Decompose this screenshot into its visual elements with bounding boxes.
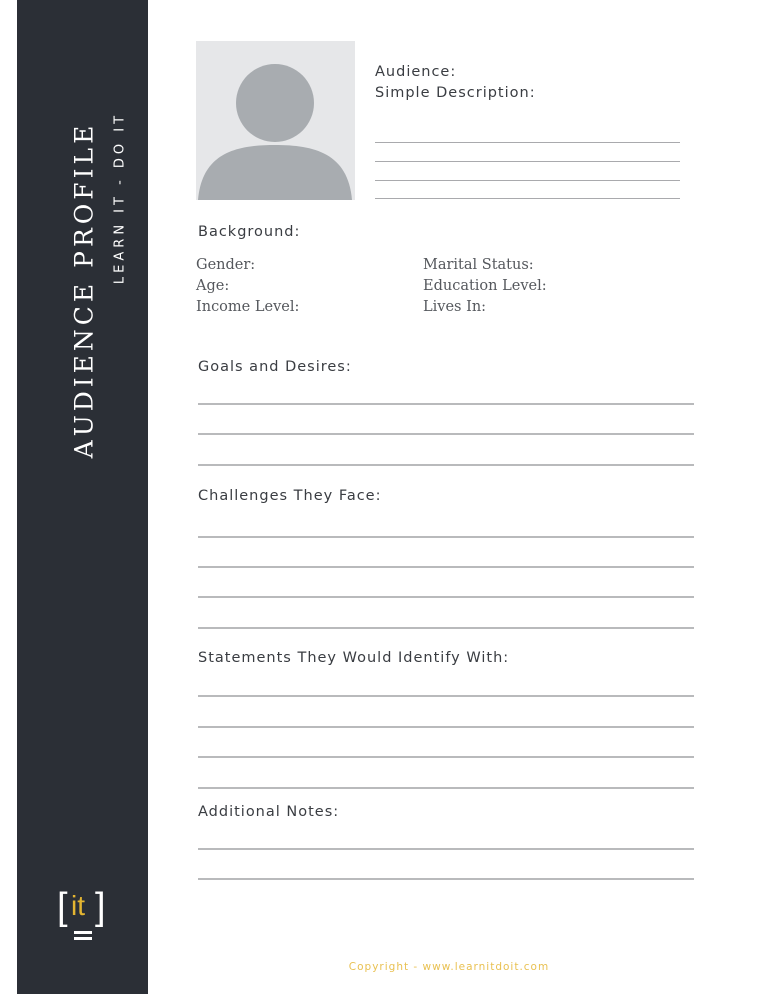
goals-line-2[interactable]	[198, 433, 694, 435]
sidebar-subtitle: LEARN IT - DO IT	[112, 111, 128, 285]
statements-line-3[interactable]	[198, 756, 694, 758]
sidebar-title: AUDIENCE PROFILE	[69, 121, 99, 459]
gender-field: Gender:	[196, 257, 256, 273]
income-level-field: Income Level:	[196, 299, 300, 315]
statements-line-1[interactable]	[198, 695, 694, 697]
simple-description-label: Simple Description:	[375, 85, 536, 101]
challenges-line-1[interactable]	[198, 536, 694, 538]
goals-line-1[interactable]	[198, 403, 694, 405]
description-line-1[interactable]	[375, 142, 680, 143]
background-heading: Background:	[198, 224, 301, 240]
education-level-field: Education Level:	[423, 278, 547, 294]
brand-logo	[57, 888, 117, 948]
logo-bar-top	[74, 931, 92, 934]
statements-heading: Statements They Would Identify With:	[198, 650, 510, 666]
goals-line-3[interactable]	[198, 464, 694, 466]
notes-line-1[interactable]	[198, 848, 694, 850]
statements-line-4[interactable]	[198, 787, 694, 789]
logo-bracket-left: [	[57, 886, 68, 928]
person-silhouette-icon	[196, 41, 355, 200]
profile-photo-placeholder[interactable]	[196, 41, 355, 200]
description-line-3[interactable]	[375, 180, 680, 181]
logo-bar-bottom	[74, 937, 92, 940]
sidebar	[17, 0, 148, 994]
logo-text: it	[71, 890, 85, 921]
notes-line-2[interactable]	[198, 878, 694, 880]
statements-line-2[interactable]	[198, 726, 694, 728]
goals-heading: Goals and Desires:	[198, 359, 352, 375]
logo-bracket-right: ]	[95, 886, 106, 928]
challenges-heading: Challenges They Face:	[198, 488, 382, 504]
description-line-4[interactable]	[375, 198, 680, 199]
copyright-text: Copyright - www.learnitdoit.com	[348, 961, 550, 973]
challenges-line-2[interactable]	[198, 566, 694, 568]
audience-label: Audience:	[375, 64, 457, 80]
description-line-2[interactable]	[375, 161, 680, 162]
challenges-line-4[interactable]	[198, 627, 694, 629]
challenges-line-3[interactable]	[198, 596, 694, 598]
lives-in-field: Lives In:	[423, 299, 487, 315]
marital-status-field: Marital Status:	[423, 257, 534, 273]
age-field: Age:	[196, 278, 230, 294]
notes-heading: Additional Notes:	[198, 804, 340, 820]
